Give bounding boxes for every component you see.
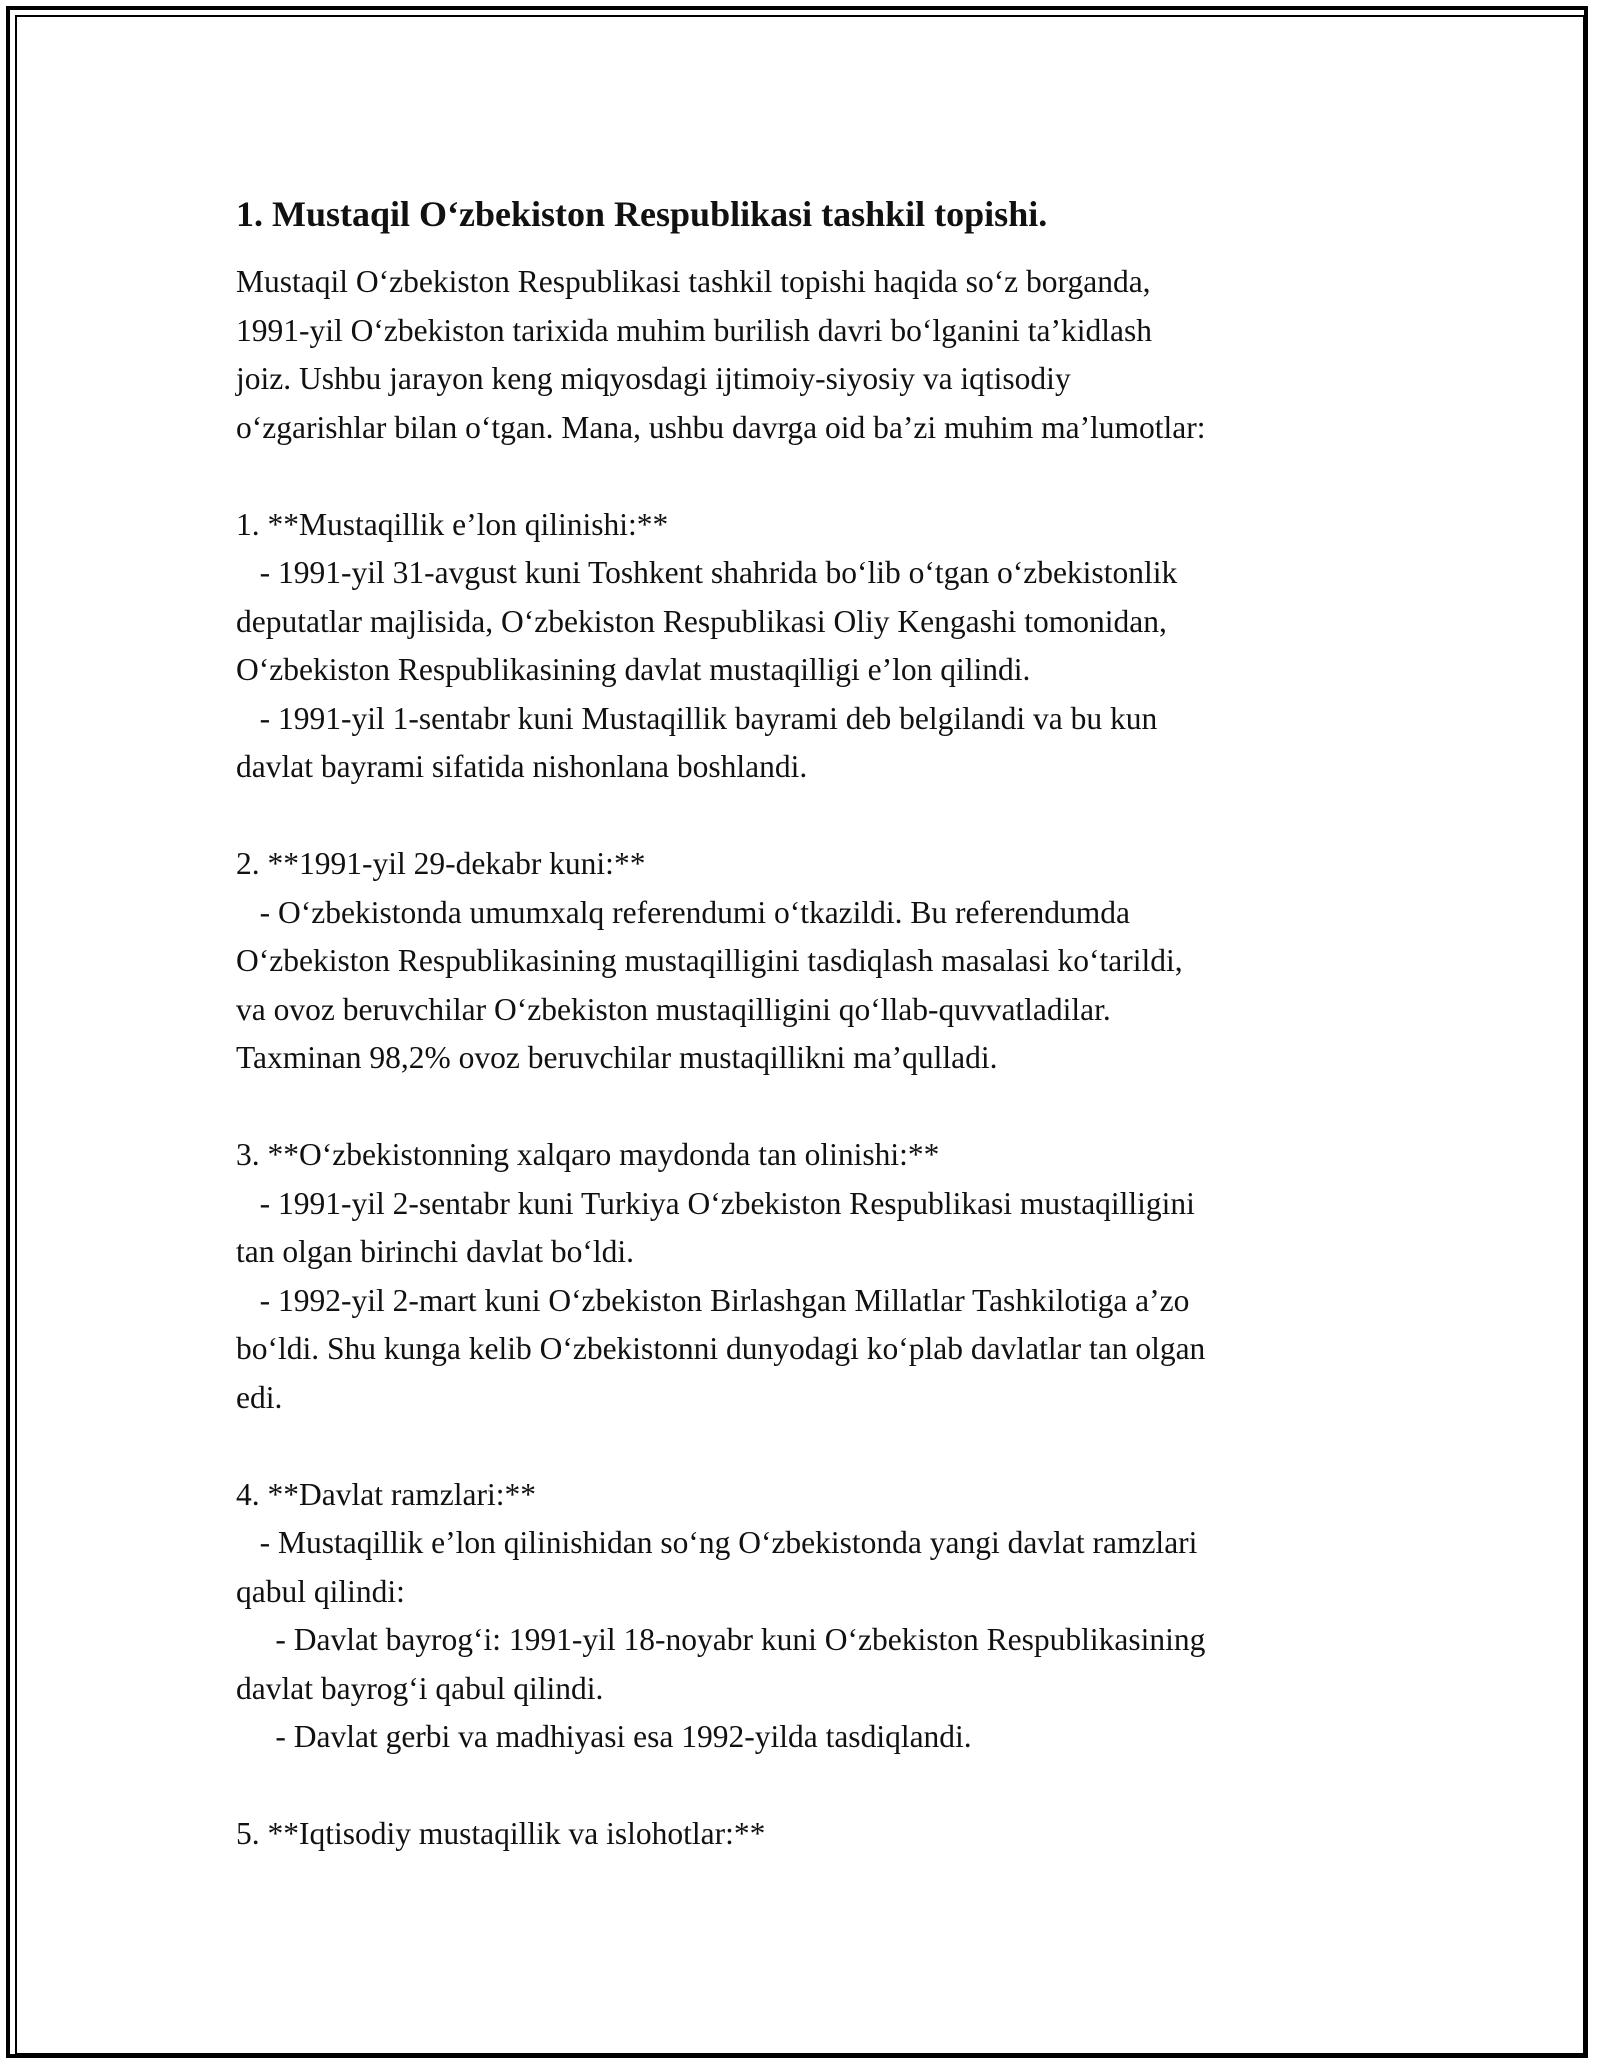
text-line: va ovoz beruvchilar O‘zbekiston mustaqilligini qo‘llab-quvvatladilar. [236, 991, 1111, 1027]
text-line: qabul qilindi: [236, 1573, 405, 1609]
text-line: davlat bayrami sifatida nishonlana boshlandi. [236, 749, 808, 784]
section-5 [236, 1810, 1416, 1859]
section-heading: 3. **O‘zbekistonning xalqaro maydonda tan olinishi:** [236, 1137, 940, 1172]
section-4 [236, 1471, 1416, 1762]
text-line: deputatlar majlisida, O‘zbekiston Respublikasi Oliy Kengashi tomonidan, [236, 603, 1167, 639]
text-line: - O‘zbekistonda umumxalq referendumi o‘tkazildi. Bu referendumda [236, 894, 1130, 930]
intro-paragraph [236, 258, 1416, 452]
text-line: - Mustaqillik e’lon qilinishidan so‘ng O‘zbekistonda yangi davlat ramzlari [236, 1525, 1198, 1560]
paragraph-gap [236, 1762, 1416, 1811]
paragraph-gap [236, 1083, 1416, 1132]
text-line: o‘zgarishlar bilan o‘tgan. Mana, ushbu davrga oid ba’zi muhim ma’lumotlar: [236, 409, 1206, 445]
text-line: - Davlat gerbi va madhiyasi esa 1992-yilda tasdiqlandi. [236, 1719, 972, 1754]
paragraph-gap [236, 452, 1416, 501]
paragraph-gap [236, 792, 1416, 841]
text-line: - 1991-yil 1-sentabr kuni Mustaqillik bayrami deb belgilandi va bu kun [236, 700, 1158, 736]
text-line: Taxminan 98,2% ovoz beruvchilar mustaqillikni ma’qulladi. [236, 1040, 998, 1075]
text-line: O‘zbekiston Respublikasining davlat mustaqilligi e’lon qilindi. [236, 652, 1031, 687]
text-line: edi. [236, 1379, 283, 1415]
text-line: tan olgan birinchi davlat bo‘ldi. [236, 1234, 635, 1269]
text-line: - 1991-yil 2-sentabr kuni Turkiya O‘zbekiston Respublikasi mustaqilligini [236, 1185, 1195, 1221]
section-heading: 1. **Mustaqillik e’lon qilinishi:** [236, 506, 669, 542]
section-1 [236, 501, 1416, 792]
section-heading: 4. **Davlat ramzlari:** [236, 1476, 537, 1512]
text-line: O‘zbekiston Respublikasining mustaqilligini tasdiqlash masalasi ko‘tarildi, [236, 943, 1183, 978]
text-line: 1991-yil O‘zbekiston tarixida muhim burilish davri bo‘lganini ta’kidlash [236, 312, 1152, 348]
document-title: 1. Mustaqil O‘zbekiston Respublikasi tashkil topishi. [236, 194, 1048, 234]
text-line: bo‘ldi. Shu kunga kelib O‘zbekistonni dunyodagi ko‘plab davlatlar tan olgan [236, 1331, 1206, 1366]
document-body [236, 190, 1416, 1859]
section-heading: 5. **Iqtisodiy mustaqillik va islohotlar:** [236, 1816, 766, 1851]
section-2 [236, 840, 1416, 1083]
text-line: Mustaqil O‘zbekiston Respublikasi tashkil topishi haqida so‘z borganda, [236, 264, 1151, 299]
section-3 [236, 1131, 1416, 1422]
section-heading: 2. **1991-yil 29-dekabr kuni:** [236, 846, 646, 881]
paragraph-gap [236, 1422, 1416, 1471]
text-line: joiz. Ushbu jarayon keng miqyosdagi ijtimoiy-siyosiy va iqtisodiy [236, 361, 1071, 396]
text-line: davlat bayrog‘i qabul qilindi. [236, 1670, 604, 1706]
text-line: - Davlat bayrog‘i: 1991-yil 18-noyabr kuni O‘zbekiston Respublikasining [236, 1622, 1206, 1657]
text-line: - 1991-yil 31-avgust kuni Toshkent shahrida bo‘lib o‘tgan o‘zbekistonlik [236, 555, 1178, 590]
text-line: - 1992-yil 2-mart kuni O‘zbekiston Birlashgan Millatlar Tashkilotiga a’zo [236, 1282, 1190, 1318]
